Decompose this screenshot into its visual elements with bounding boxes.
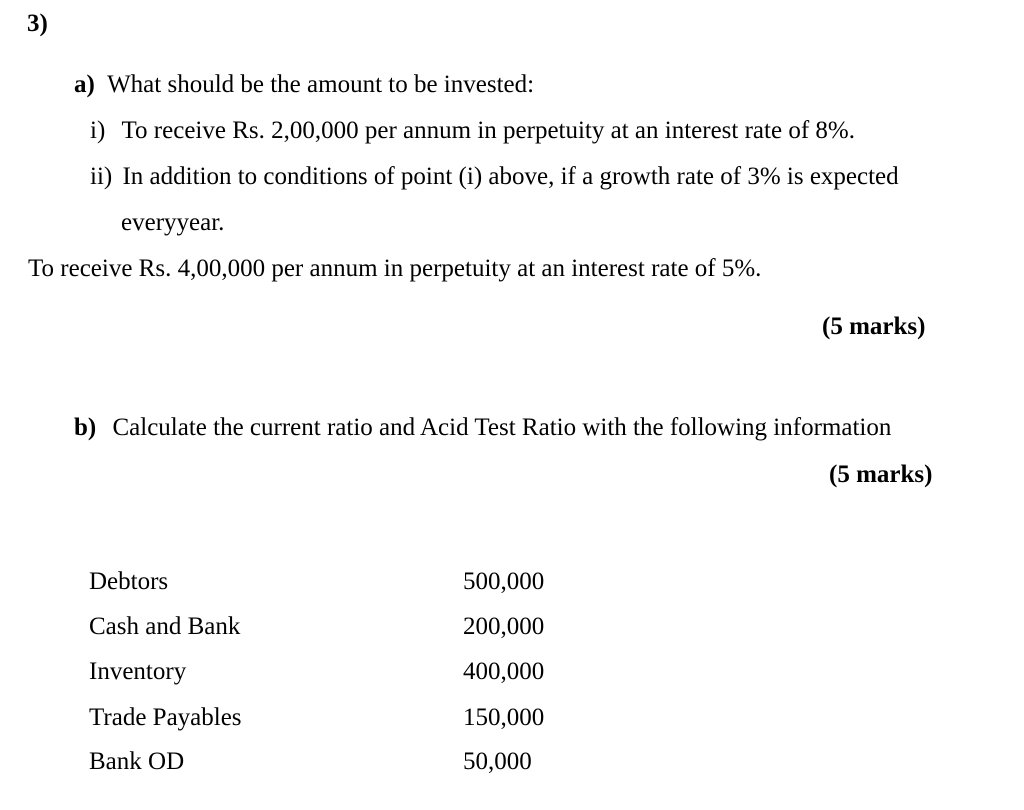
part-a-item-ii [90,162,899,192]
part-a-extra-line: To receive Rs. 4,00,000 per annum in perpetuity at an interest rate of 5%. [28,255,762,282]
part-b-heading [74,413,891,443]
part-a-heading [74,70,534,100]
item-i-label: i) [90,117,106,144]
part-b-prompt: Calculate the current ratio and Acid Test Ratio with the following information [112,414,892,441]
part-a-marks: (5 marks) [822,313,926,340]
row-label: Inventory [89,658,187,685]
item-i-text: To receive Rs. 2,00,000 per annum in perpetuity at an interest rate of 8%. [121,117,855,144]
item-ii-text-line2: everyyear. [121,209,225,236]
row-value: 400,000 [463,658,545,685]
part-b-marks: (5 marks) [829,461,933,488]
part-b-label: b) [74,414,97,441]
question-number: 3) [27,10,48,37]
row-value: 200,000 [463,613,545,640]
item-ii-text-line1: In addition to conditions of point (i) above, if a growth rate of 3% is expected [122,163,899,190]
row-label: Bank OD [89,748,185,775]
row-value: 150,000 [463,704,545,731]
part-a-item-i [90,116,855,146]
part-a-label: a) [74,71,95,98]
row-label: Debtors [89,568,169,595]
row-label: Cash and Bank [89,613,241,640]
row-value: 500,000 [463,568,545,595]
row-label: Trade Payables [89,704,242,731]
part-a-prompt: What should be the amount to be invested: [107,71,535,98]
row-value: 50,000 [463,748,532,775]
item-ii-label: ii) [90,163,113,190]
